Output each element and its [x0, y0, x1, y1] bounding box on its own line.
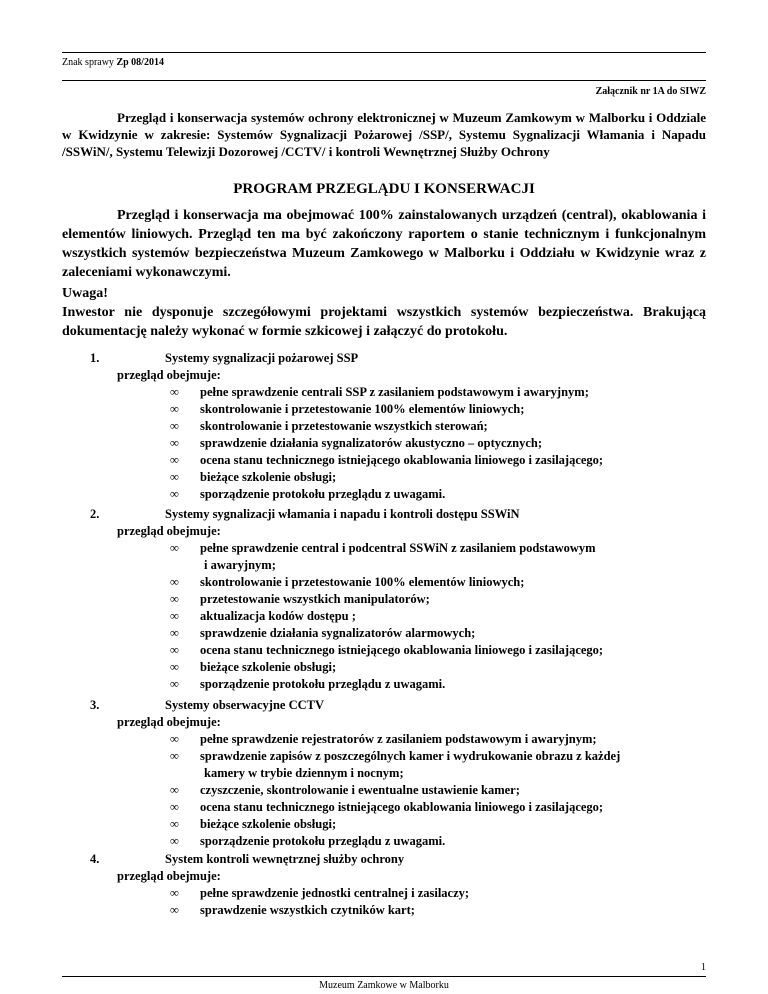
- list-item: ∞ skontrolowanie i przetestowanie wszystkich sterowań;: [170, 419, 488, 433]
- list-item: ∞ ocena stanu technicznego istniejącego okablowania liniowego i zasilającego;: [170, 643, 604, 657]
- scope-paragraph: Przegląd i konserwacja ma obejmować 100% zainstalowanych urządzeń (central), okablowania i elementów liniowych. Przegląd ten ma być zakończony raportem o stanie technicznym i funkcjonalnym wszystkich systemów bezpieczeństwa Muzeum Zamkowego w Malborku i Oddziału w Kwidzynie wraz z zaleceniami wykonawczymi.: [62, 208, 706, 280]
- list-item: ∞ przetestowanie wszystkich manipulatorów;: [170, 592, 430, 606]
- section-number: 3.: [90, 698, 100, 712]
- section-heading: Systemy obserwacyjne CCTV: [165, 698, 325, 712]
- header-rule: [62, 80, 706, 81]
- list-item: ∞ sprawdzenie wszystkich czytników kart;: [170, 903, 415, 917]
- section-heading: System kontroli wewnętrznej służby ochrony: [165, 852, 405, 866]
- bullet-icon: ∞: [170, 385, 179, 399]
- bullet-icon: ∞: [170, 436, 179, 450]
- list-item: ∞ bieżące szkolenie obsługi;: [170, 660, 337, 674]
- list-item: ∞ sprawdzenie działania sygnalizatorów alarmowych;: [170, 626, 476, 640]
- bullet-icon: ∞: [170, 453, 179, 467]
- list-item-continuation: i awaryjnym;: [204, 558, 276, 572]
- bullet-icon: ∞: [170, 749, 179, 763]
- section-list: [62, 731, 620, 850]
- section-subheading: przegląd obejmuje:: [117, 368, 221, 382]
- list-item: ∞ czyszczenie, skontrolowanie i ewentualne ustawienie kamer;: [170, 783, 520, 797]
- bullet-icon: ∞: [170, 817, 179, 831]
- section-subheading: przegląd obejmuje:: [117, 524, 221, 538]
- bullet-icon: ∞: [170, 592, 179, 606]
- note-heading: Uwaga!: [62, 286, 108, 301]
- footer-institution: Muzeum Zamkowe w Malborku: [319, 980, 449, 991]
- list-item: ∞ skontrolowanie i przetestowanie 100% elementów liniowych;: [170, 575, 525, 589]
- list-item: ∞ bieżące szkolenie obsługi;: [170, 817, 337, 831]
- list-item: ∞ sprawdzenie działania sygnalizatorów akustyczno – optycznych;: [170, 436, 543, 450]
- list-item: ∞ sporządzenie protokołu przeglądu z uwagami.: [170, 677, 446, 691]
- bullet-icon: ∞: [170, 732, 179, 746]
- list-item: ∞ ocena stanu technicznego istniejącego okablowania liniowego i zasilającego;: [170, 800, 604, 814]
- list-item: ∞ sporządzenie protokołu przeglądu z uwagami.: [170, 834, 446, 848]
- page-number: 1: [701, 962, 706, 973]
- section-subheading: przegląd obejmuje:: [117, 869, 221, 883]
- bullet-icon: ∞: [170, 886, 179, 900]
- bullet-icon: ∞: [170, 800, 179, 814]
- case-reference: [62, 57, 164, 68]
- bullet-icon: ∞: [170, 903, 179, 917]
- section-heading: Systemy sygnalizacji włamania i napadu i kontroli dostępu SSWiN: [165, 507, 520, 521]
- list-item-continuation: kamery w trybie dziennym i nocnym;: [204, 766, 404, 780]
- document-title: PROGRAM PRZEGLĄDU I KONSERWACJI: [233, 181, 535, 197]
- case-number: Zp 08/2014: [116, 57, 164, 68]
- list-item: ∞ pełne sprawdzenie rejestratorów z zasilaniem podstawowym i awaryjnym;: [170, 732, 597, 746]
- list-item: ∞ pełne sprawdzenie central i podcentral SSWiN z zasilaniem podstawowym: [170, 541, 596, 555]
- bullet-icon: ∞: [170, 541, 179, 555]
- section-list: [62, 384, 603, 503]
- bullet-icon: ∞: [170, 643, 179, 657]
- list-item: ∞ pełne sprawdzenie jednostki centralnej i zasilaczy;: [170, 886, 470, 900]
- bullet-icon: ∞: [170, 487, 179, 501]
- section-list: [62, 540, 603, 693]
- list-item: ∞ skontrolowanie i przetestowanie 100% elementów liniowych;: [170, 402, 525, 416]
- bullet-icon: ∞: [170, 470, 179, 484]
- bullet-icon: ∞: [170, 660, 179, 674]
- bullet-icon: ∞: [170, 609, 179, 623]
- bullet-icon: ∞: [170, 677, 179, 691]
- footer-rule: [62, 976, 706, 977]
- section-subheading: przegląd obejmuje:: [117, 715, 221, 729]
- bullet-icon: ∞: [170, 834, 179, 848]
- note-text: Inwestor nie dysponuje szczegółowymi projektami wszystkich systemów bezpieczeństwa. Brakującą dokumentację należy wykonać w formie szkicowej i załączyć do protokołu.: [62, 305, 706, 339]
- bullet-icon: ∞: [170, 402, 179, 416]
- bullet-icon: ∞: [170, 783, 179, 797]
- list-item: ∞ bieżące szkolenie obsługi;: [170, 470, 337, 484]
- list-item: ∞ sporządzenie protokołu przeglądu z uwagami.: [170, 487, 446, 501]
- list-item: ∞ ocena stanu technicznego istniejącego okablowania liniowego i zasilającego;: [170, 453, 604, 467]
- list-item: ∞ pełne sprawdzenie centrali SSP z zasilaniem podstawowym i awaryjnym;: [170, 385, 589, 399]
- section-number: 2.: [90, 507, 100, 521]
- intro-paragraph: Przegląd i konserwacja systemów ochrony elektronicznej w Muzeum Zamkowym w Malborku i Oddziale w Kwidzynie w zakresie: Systemów Sygnalizacji Pożarowej /SSP/, Systemu Sygnalizacji Włamania i Napadu /SSWiN/, Systemu Telewizji Dozorowej /CCTV/ i kontroli Wewnętrznej Służby Ochrony: [62, 110, 706, 159]
- list-item: ∞ sprawdzenie zapisów z poszczególnych kamer i wydrukowanie obrazu z każdej: [170, 749, 621, 763]
- section-list: [62, 885, 469, 919]
- bullet-icon: ∞: [170, 419, 179, 433]
- top-rule: [62, 52, 706, 53]
- case-label: Znak sprawy: [62, 57, 114, 68]
- list-item: ∞ aktualizacja kodów dostępu ;: [170, 609, 356, 623]
- bullet-icon: ∞: [170, 626, 179, 640]
- attachment-label: Załącznik nr 1A do SIWZ: [595, 86, 706, 97]
- section-number: 1.: [90, 351, 100, 365]
- section-heading: Systemy sygnalizacji pożarowej SSP: [165, 351, 359, 365]
- bullet-icon: ∞: [170, 575, 179, 589]
- section-number: 4.: [90, 852, 100, 866]
